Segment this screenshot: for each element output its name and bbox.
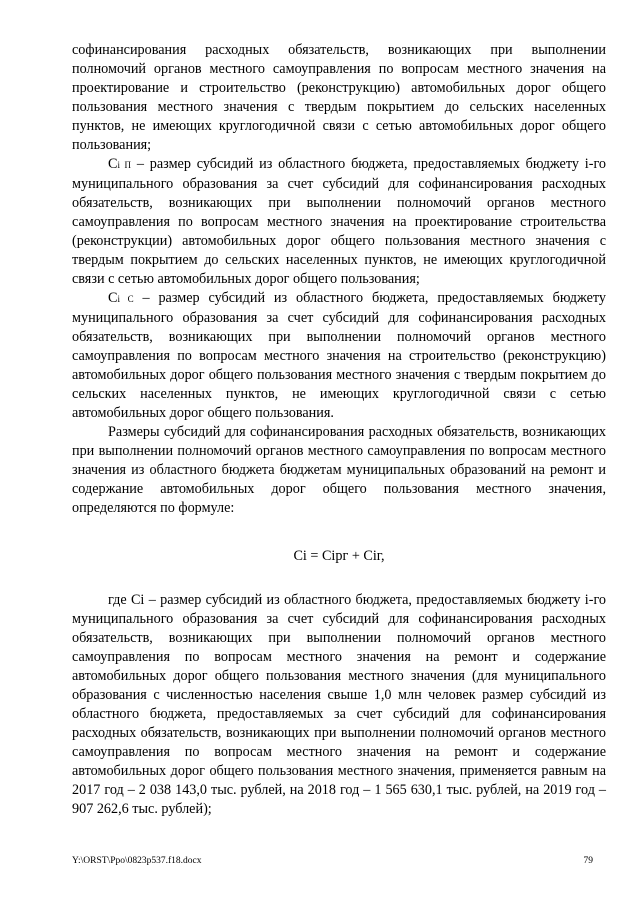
- paragraph-subsidy-sizes: Размеры субсидий для софинансирования расходных обязательств, возникающих при выполнении полномочий органов местного самоуправления по вопросам местного значения из областного бюджета бюджетам муниципальных образований на ремонт и содержание автомобильных дорог общего пользования местного значения, определяются по формуле:: [72, 424, 606, 516]
- paragraph-cip-definition: [72, 155, 606, 289]
- cip-text: – размер субсидий из областного бюджета, предоставляемых бюджету i-го муниципального образования за счет субсидий для софинансирования расходных обязательств, возникающих при выполнении полномочий органов местного самоуправления по вопросам местного значения на проектирование строительства (реконструкции) автомобильных дорог общего пользования местного значения с твердым покрытием до сельских населенных пунктов, не имеющих круглогодичной связи с сетью автомобильных дорог общего пользования;: [72, 156, 607, 287]
- footer-file-path: Y:\ORST\Ppo\0823p537.f18.docx: [72, 856, 202, 866]
- document-body: [72, 41, 606, 819]
- footer-page-number: 79: [583, 856, 593, 866]
- cic-subscript: i С: [117, 294, 134, 304]
- cip-symbol: C: [108, 156, 118, 172]
- cip-subscript: i П: [117, 160, 132, 170]
- paragraph-cofinancing-continuation: софинансирования расходных обязательств, возникающих при выполнении полномочий органов местного самоуправления по вопросам местного значения на проектирование и строительство (реконструкцию) автомобильных дорог общего пользования местного значения с твердым покрытием до сельских населенных пунктов, не имеющих круглогодичной связи с сетью автомобильных дорог общего пользования;: [72, 42, 606, 153]
- paragraph-where-ci: где Ci – размер субсидий из областного бюджета, предоставляемых бюджету i-го муниципального образования за счет субсидий для софинансирования расходных обязательств, возникающих при выполнении полномочий органов местного самоуправления по вопросам местного значения на ремонт и содержание автомобильных дорог общего пользования местного значения (для муниципального образования с численностью населения свыше 1,0 млн человек размер субсидий из областного бюджета, предоставляемых за счет субсидий для софинансирования расходных обязательств, возникающих при выполнении полномочий органов местного самоуправления по вопросам местного значения на ремонт и содержание автомобильных дорог общего пользования местного значения, применяется равным на 2017 год – 2 038 143,0 тыс. рублей, на 2018 год – 1 565 630,1 тыс. рублей, на 2019 год – 907 262,6 тыс. рублей);: [72, 592, 606, 817]
- paragraph-cic-definition: [72, 289, 606, 423]
- cic-text: – размер субсидий из областного бюджета, предоставляемых бюджету муниципального образования за счет субсидий для софинансирования расходных обязательств, возникающих при выполнении полномочий органов местного самоуправления по вопросам местного значения на строительство (реконструкцию) автомобильных дорог общего пользования местного значения с твердым покрытием до сельских населенных пунктов, не имеющих круглогодичной связи с сетью автомобильных дорог общего пользования.: [72, 290, 606, 421]
- formula: Ci = Ciрг + Ciг,: [293, 548, 385, 564]
- cic-symbol: C: [108, 290, 118, 306]
